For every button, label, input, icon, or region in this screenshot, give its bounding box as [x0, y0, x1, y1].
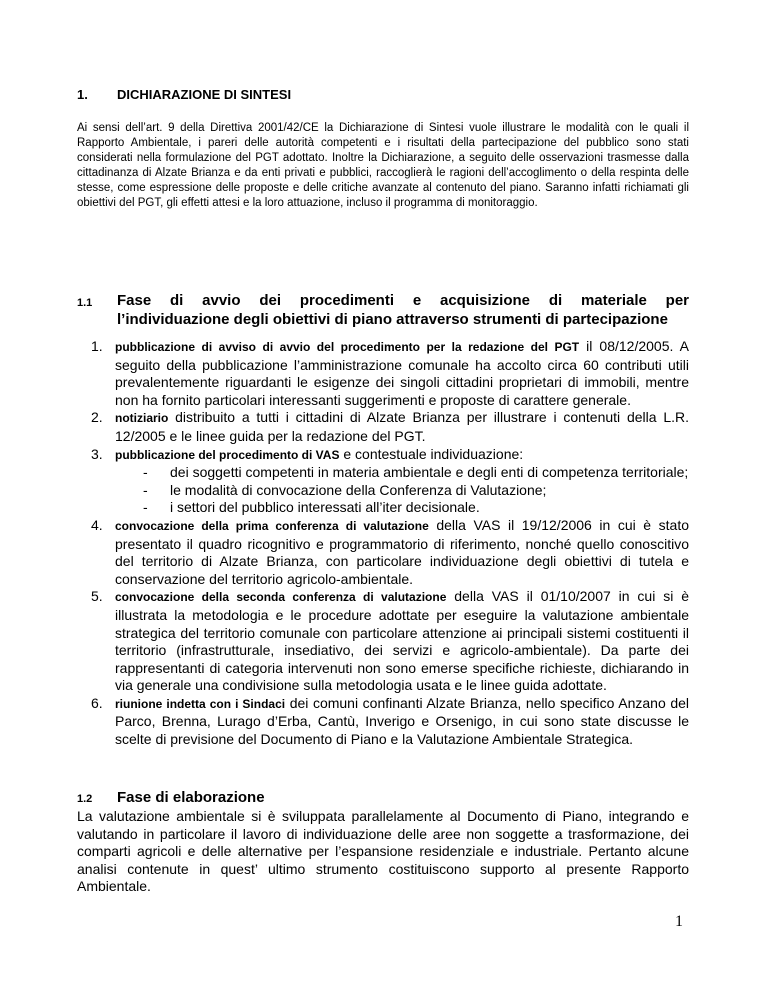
list-item-lead: convocazione della prima conferenza di valutazione	[115, 518, 429, 533]
list-number: 5.	[91, 588, 103, 605]
list-number: 2.	[91, 409, 103, 426]
section-number: 1.	[77, 87, 88, 102]
sub-list-item	[115, 499, 689, 517]
sub-list-item	[115, 464, 689, 482]
list-item-lead: pubblicazione del procedimento di VAS	[115, 447, 340, 462]
sub-list-item	[115, 482, 689, 500]
section-1-1-heading	[77, 291, 689, 329]
list-item-lead: riunione indetta con i Sindaci	[115, 696, 286, 711]
elaboration-paragraph: La valutazione ambientale si è sviluppata parallelamente al Documento di Piano, integrando e valutando in particolare il lavoro di individuazione delle aree non soggette a trasformazione, dei comparti agricoli e delle alternative per l’espansione residenziale e industriale. Pertanto alcune analisi contenute in quest’ ultimo strumento costituiscono supporto al presente Rapporto Ambientale.	[77, 808, 689, 895]
sub-item-text: i settori del pubblico interessati all’iter decisionale.	[170, 499, 480, 516]
list-item	[77, 409, 689, 445]
section-number: 1.2	[77, 793, 93, 805]
list-number: 3.	[91, 445, 103, 462]
list-item-lead: notiziario	[115, 411, 169, 426]
dash-marker: -	[143, 481, 148, 498]
list-item-text: e contestuale individuazione:	[339, 445, 524, 462]
section-1-heading	[77, 87, 291, 102]
section-title: Fase di elaborazione	[117, 789, 265, 806]
list-number: 1.	[91, 338, 103, 354]
intro-paragraph: Ai sensi dell’art. 9 della Direttiva 2001/42/CE la Dichiarazione di Sintesi vuole illustrare le modalità con le quali il Rapporto Ambientale, i pareri delle autorità competenti e i risultati della partecipazione del pubblico sono stati considerati nella formulazione del PGT adottato. Inoltre la Dichiarazione, a seguito delle osservazioni trasmesse dalla cittadinanza di Alzate Brianza e da enti privati e pubblici, raccoglierà le ragioni dell’accoglimento o della respinta delle stesse, come espressione delle proposte e delle critiche avanzate al contenuto del piano. Saranno infatti richiamati gli obiettivi del PGT, gli effetti attesi e la loro attuazione, incluso il programma di monitoraggio.	[77, 122, 689, 209]
list-item-lead: convocazione della seconda conferenza di valutazione	[115, 590, 447, 605]
list-item-text: dei comuni confinanti Alzate Brianza, nello specifico Anzano del Parco, Brenna, Lurago d’Erba, Cantù, Inverigo e Orsenigo, in cui sono state discusse le scelte di previsione del Documento di Piano e la Valutazione Ambientale Strategica.	[115, 694, 689, 748]
sub-item-text: le modalità di convocazione della Conferenza di Valutazione;	[170, 481, 547, 498]
section-1-2-heading	[77, 789, 265, 806]
section-number: 1.1	[77, 297, 93, 309]
list-item	[77, 517, 689, 588]
list-item	[77, 338, 689, 409]
section-title-line-2: l’individuazione degli obiettivi di piano attraverso strumenti di partecipazione	[117, 311, 668, 328]
dash-marker: -	[143, 464, 148, 481]
list-number: 4.	[91, 516, 103, 533]
list-item	[77, 588, 689, 695]
list-item-lead: pubblicazione di avviso di avvio del procedimento per la redazione del PGT	[115, 340, 580, 354]
procedure-list	[77, 338, 689, 749]
list-item	[77, 446, 689, 517]
list-item	[77, 695, 689, 749]
list-item-text: della VAS il 19/12/2006 in cui è stato presentato il quadro ricognitivo e programmatorio di riferimento, nonché quello conoscitivo del territorio di Alzate Brianza, con particolare individuazione degli obiettivi di tutela e conservazione del territorio agricolo-ambientale.	[115, 516, 690, 587]
sub-list	[115, 464, 689, 517]
dash-marker: -	[143, 499, 148, 516]
section-title-line-1: Fase di avvio dei procedimenti e acquisizione di materiale per	[117, 292, 689, 309]
list-number: 6.	[91, 694, 103, 711]
list-item-text: distribuito a tutti i cittadini di Alzate Brianza per illustrare i contenuti della L.R. 12/2005 e le linee guida per la redazione del PGT.	[115, 409, 689, 444]
list-item-text: della VAS il 01/10/2007 in cui si è illustrata la metodologia e le procedure adottate per eseguire la valutazione ambientale strategica del territorio comunale con particolare attenzione ai principali sistemi costituenti il territorio (infrastrutturale, insediativo, dei servizi e agricolo-ambientale). Da parte dei rappresentanti di categoria intervenuti non sono emerse specifiche richieste, dichiarando in via generale una condivisione sulla metodologia usata e le linee guida adottate.	[115, 588, 689, 694]
section-title: DICHIARAZIONE DI SINTESI	[117, 87, 292, 102]
page-number: 1	[675, 913, 683, 930]
sub-item-text: dei soggetti competenti in materia ambientale e degli enti di competenza territoriale;	[170, 464, 689, 481]
list-item-text: il 08/12/2005. A seguito della pubblicazione l’amministrazione comunale ha accolto circa 60 contributi utili prevalentemente riguardanti le esigenze dei singoli cittadini proprietari di immobili, mentre non ha fornito particolari interessanti suggerimenti e proposte di carattere generale.	[115, 338, 689, 408]
